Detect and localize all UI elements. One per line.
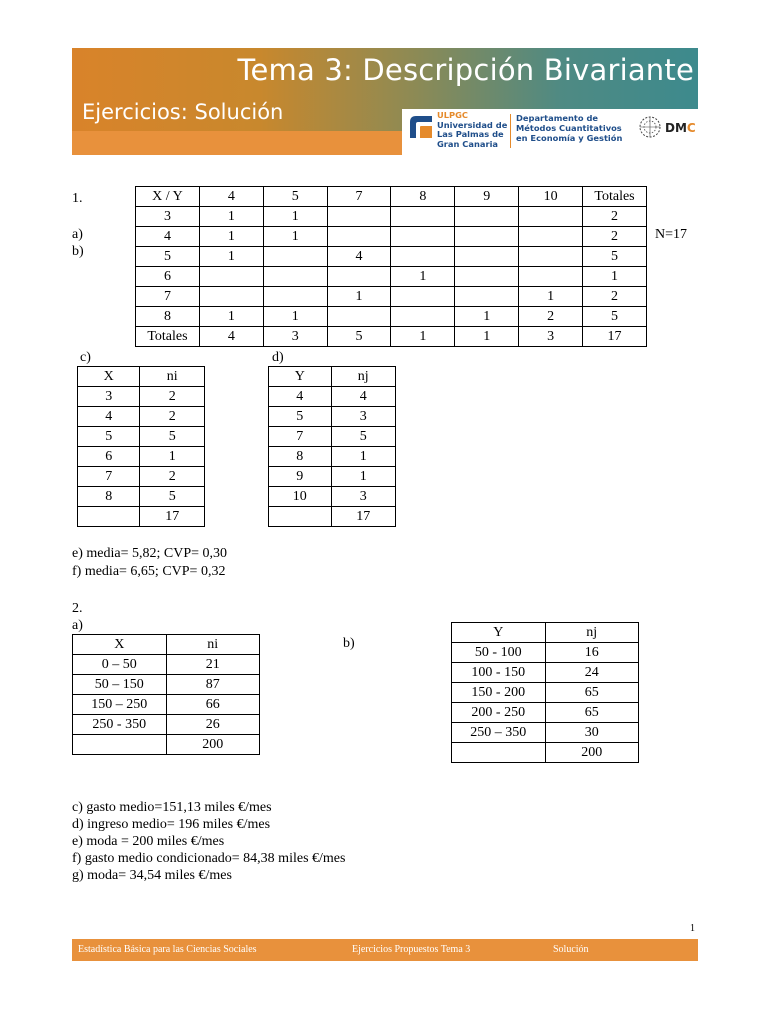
dmc-logo-text <box>665 121 696 135</box>
table-cell: 100 - 150 <box>452 663 546 683</box>
table-row <box>136 267 647 287</box>
table-cell: 1 <box>583 267 647 287</box>
table-row <box>269 427 396 447</box>
table-header-cell: 10 <box>519 187 583 207</box>
table-header-cell: nj <box>545 623 639 643</box>
table-cell: 1 <box>519 287 583 307</box>
table-cell: 1 <box>199 307 263 327</box>
table-cell <box>263 287 327 307</box>
table-cell <box>199 267 263 287</box>
footer-course: Estadística Básica para las Ciencias Sociales <box>78 944 257 955</box>
table-cell: 1 <box>455 327 519 347</box>
table-cell: 2 <box>140 467 205 487</box>
table-cell: 8 <box>78 487 140 507</box>
table-cell: 200 - 250 <box>452 703 546 723</box>
table-cell: 87 <box>166 675 260 695</box>
table-cell: 1 <box>331 447 396 467</box>
table-cell <box>391 307 455 327</box>
table-cell: 5 <box>331 427 396 447</box>
table-row <box>78 447 205 467</box>
exercise-2-answer-d: d) ingreso medio= 196 miles €/mes <box>72 817 271 832</box>
table-cell: 5 <box>140 427 205 447</box>
table-cell: 1 <box>263 227 327 247</box>
table-cell: 4 <box>78 407 140 427</box>
table-cell: 7 <box>269 427 332 447</box>
table-cell: 4 <box>199 327 263 347</box>
table-cell <box>519 227 583 247</box>
y-interval-table <box>451 622 639 763</box>
exercise-2-part-b: b) <box>343 636 355 651</box>
table-cell <box>391 287 455 307</box>
table-header-cell: X / Y <box>136 187 200 207</box>
table-cell <box>327 267 391 287</box>
table-cell: 1 <box>199 207 263 227</box>
table-cell: 17 <box>583 327 647 347</box>
y-interval-table-body <box>452 623 639 763</box>
ulpgc-line-1: Universidad de <box>437 119 508 130</box>
dmc-network-icon <box>638 115 662 139</box>
page-subtitle: Ejercicios: Solución <box>82 100 284 124</box>
table-cell <box>263 267 327 287</box>
table-row <box>73 675 260 695</box>
table-cell: 17 <box>331 507 396 527</box>
exercise-2-part-a: a) <box>72 618 83 633</box>
table-cell: 1 <box>327 287 391 307</box>
table-cell: 250 - 350 <box>73 715 167 735</box>
table-cell: 1 <box>263 207 327 227</box>
table-cell <box>519 247 583 267</box>
table-cell: 2 <box>140 387 205 407</box>
table-cell: 0 – 50 <box>73 655 167 675</box>
table-cell: 8 <box>269 447 332 467</box>
table-header-cell: ni <box>166 635 260 655</box>
table-cell: 9 <box>269 467 332 487</box>
table-header-cell: Totales <box>583 187 647 207</box>
table-cell: 65 <box>545 703 639 723</box>
exercise-2-answers <box>72 799 345 884</box>
exercise-1-part-d: d) <box>272 350 284 365</box>
table-cell: 5 <box>583 307 647 327</box>
table-cell <box>327 227 391 247</box>
department-logo-text <box>516 113 622 143</box>
table-cell: 24 <box>545 663 639 683</box>
y-marginal-table <box>268 366 396 527</box>
table-row <box>73 735 260 755</box>
table-cell <box>455 287 519 307</box>
table-row <box>452 723 639 743</box>
table-cell: 200 <box>166 735 260 755</box>
exercise-1-part-f: f) media= 6,65; CVP= 0,32 <box>72 564 226 579</box>
page-title: Tema 3: Descripción Bivariante <box>237 53 694 87</box>
table-cell: 3 <box>263 327 327 347</box>
table-cell <box>263 247 327 267</box>
table-header-cell: 7 <box>327 187 391 207</box>
table-cell: 16 <box>545 643 639 663</box>
institution-logos <box>402 109 698 155</box>
table-row <box>452 743 639 763</box>
table-header-row <box>452 623 639 643</box>
table-row <box>136 327 647 347</box>
exercise-2-answer-g: g) moda= 34,54 miles €/mes <box>72 868 232 883</box>
table-cell <box>327 207 391 227</box>
table-row <box>452 643 639 663</box>
table-cell: 5 <box>583 247 647 267</box>
exercise-2-answer-f: f) gasto medio condicionado= 84,38 miles €/mes <box>72 851 346 866</box>
table-row <box>452 663 639 683</box>
table-row <box>73 655 260 675</box>
dmc-letter-c: C <box>686 121 696 135</box>
table-cell <box>455 267 519 287</box>
table-row <box>269 407 396 427</box>
table-row <box>78 407 205 427</box>
table-cell: 200 <box>545 743 639 763</box>
table-cell <box>269 507 332 527</box>
table-cell: 8 <box>136 307 200 327</box>
table-cell: Totales <box>136 327 200 347</box>
table-cell: 3 <box>519 327 583 347</box>
table-cell: 2 <box>583 207 647 227</box>
table-cell: 30 <box>545 723 639 743</box>
table-header-row <box>136 187 647 207</box>
table-cell: 4 <box>269 387 332 407</box>
exercise-1-part-e: e) media= 5,82; CVP= 0,30 <box>72 546 227 561</box>
table-row <box>136 287 647 307</box>
page-header <box>72 48 698 155</box>
table-cell: 5 <box>136 247 200 267</box>
table-cell: 1 <box>331 467 396 487</box>
table-cell <box>519 207 583 227</box>
dmc-letters: DM <box>665 121 687 135</box>
exercise-1-part-c: c) <box>80 350 91 365</box>
table-cell: 3 <box>136 207 200 227</box>
table-header-cell: 9 <box>455 187 519 207</box>
table-cell: 3 <box>331 407 396 427</box>
table-cell: 1 <box>263 307 327 327</box>
table-cell: 2 <box>583 287 647 307</box>
footer-section: Solución <box>553 944 589 955</box>
table-row <box>269 447 396 467</box>
ulpgc-line-3: Gran Canaria <box>437 138 499 149</box>
table-header-cell: ni <box>140 367 205 387</box>
x-interval-table <box>72 634 260 755</box>
table-cell: 1 <box>140 447 205 467</box>
table-cell: 2 <box>519 307 583 327</box>
table-row <box>78 467 205 487</box>
exercise-1-part-a: a) <box>72 227 83 242</box>
exercise-2-number: 2. <box>72 601 83 616</box>
table-row <box>73 695 260 715</box>
ulpgc-acronym: ULPGC <box>437 110 469 120</box>
table-cell: 5 <box>327 327 391 347</box>
table-header-cell: 8 <box>391 187 455 207</box>
table-cell: 65 <box>545 683 639 703</box>
table-cell: 21 <box>166 655 260 675</box>
table-header-cell: nj <box>331 367 396 387</box>
table-header-cell: X <box>73 635 167 655</box>
table-header-cell: 4 <box>199 187 263 207</box>
table-cell: 3 <box>78 387 140 407</box>
x-marginal-table <box>77 366 205 527</box>
dept-line-2: Métodos Cuantitativos <box>516 123 622 133</box>
x-interval-table-body <box>73 635 260 755</box>
table-cell: 5 <box>78 427 140 447</box>
table-cell: 7 <box>78 467 140 487</box>
table-cell: 250 – 350 <box>452 723 546 743</box>
contingency-table-body <box>136 187 647 347</box>
table-row <box>78 427 205 447</box>
table-header-cell: 5 <box>263 187 327 207</box>
contingency-table <box>135 186 647 347</box>
table-header-cell: X <box>78 367 140 387</box>
logo-divider <box>510 114 511 148</box>
footer-document: Ejercicios Propuestos Tema 3 <box>352 944 471 955</box>
table-cell: 10 <box>269 487 332 507</box>
table-cell: 1 <box>199 227 263 247</box>
table-cell <box>391 247 455 267</box>
table-row <box>136 247 647 267</box>
table-cell <box>455 207 519 227</box>
table-cell: 5 <box>140 487 205 507</box>
sample-size-label: N=17 <box>655 227 688 242</box>
table-cell <box>455 247 519 267</box>
table-cell: 1 <box>391 327 455 347</box>
table-cell <box>199 287 263 307</box>
table-cell: 26 <box>166 715 260 735</box>
table-cell: 4 <box>331 387 396 407</box>
table-cell: 17 <box>140 507 205 527</box>
table-cell: 6 <box>78 447 140 467</box>
table-cell: 2 <box>583 227 647 247</box>
table-row <box>73 715 260 735</box>
table-cell: 1 <box>455 307 519 327</box>
exercise-2-answer-e: e) moda = 200 miles €/mes <box>72 834 225 849</box>
table-cell <box>73 735 167 755</box>
page-number: 1 <box>690 923 695 934</box>
table-cell: 150 - 200 <box>452 683 546 703</box>
table-cell <box>391 207 455 227</box>
ulpgc-line-2: Las Palmas de <box>437 129 504 139</box>
exercise-1-part-b: b) <box>72 244 84 259</box>
y-marginal-table-body <box>269 367 396 527</box>
table-cell <box>327 307 391 327</box>
exercise-1-number: 1. <box>72 191 83 206</box>
ulpgc-logo-icon <box>406 112 436 142</box>
exercise-2-answer-c: c) gasto medio=151,13 miles €/mes <box>72 800 272 815</box>
table-row <box>269 387 396 407</box>
table-cell: 5 <box>269 407 332 427</box>
table-row <box>78 387 205 407</box>
table-row <box>136 227 647 247</box>
table-row <box>78 507 205 527</box>
table-cell: 3 <box>331 487 396 507</box>
table-cell <box>78 507 140 527</box>
table-cell: 6 <box>136 267 200 287</box>
table-row <box>269 487 396 507</box>
table-header-row <box>73 635 260 655</box>
dept-line-3: en Economía y Gestión <box>516 133 623 143</box>
table-cell: 50 – 150 <box>73 675 167 695</box>
table-cell <box>455 227 519 247</box>
table-row <box>269 507 396 527</box>
table-cell: 1 <box>391 267 455 287</box>
table-header-cell: Y <box>452 623 546 643</box>
table-header-row <box>78 367 205 387</box>
table-cell: 1 <box>199 247 263 267</box>
table-row <box>78 487 205 507</box>
table-cell: 2 <box>140 407 205 427</box>
table-cell <box>519 267 583 287</box>
table-cell: 50 - 100 <box>452 643 546 663</box>
table-cell <box>391 227 455 247</box>
table-cell: 66 <box>166 695 260 715</box>
table-header-cell: Y <box>269 367 332 387</box>
page-footer <box>72 939 698 961</box>
table-header-row <box>269 367 396 387</box>
table-cell: 4 <box>327 247 391 267</box>
x-marginal-table-body <box>78 367 205 527</box>
table-row <box>136 307 647 327</box>
table-row <box>136 207 647 227</box>
table-cell: 150 – 250 <box>73 695 167 715</box>
table-cell <box>452 743 546 763</box>
dept-line-1: Departamento de <box>516 113 599 123</box>
table-cell: 7 <box>136 287 200 307</box>
table-row <box>452 703 639 723</box>
table-cell: 4 <box>136 227 200 247</box>
ulpgc-logo-text <box>437 111 507 149</box>
table-row <box>269 467 396 487</box>
table-row <box>452 683 639 703</box>
